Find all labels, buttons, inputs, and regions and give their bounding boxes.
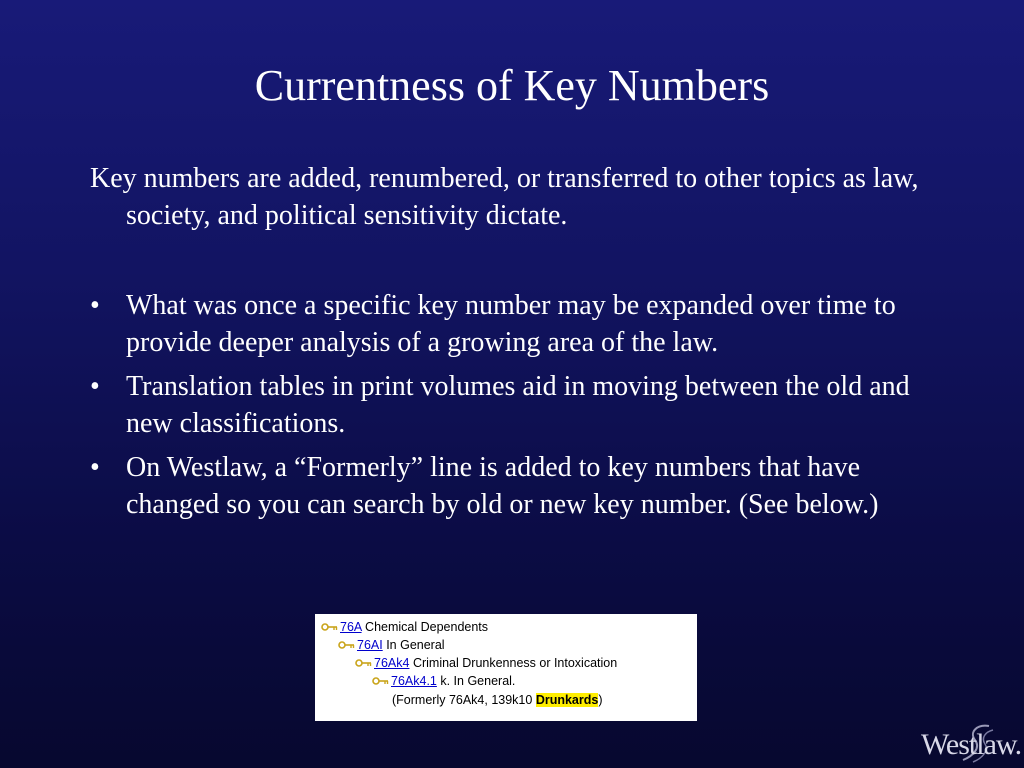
bullet-list — [90, 287, 950, 530]
bullet-text: What was once a specific key number may be expanded over time to provide deeper analysis of a growing area of the law. — [126, 290, 896, 358]
bullet-marker: • — [90, 452, 100, 483]
bullet-marker: • — [90, 371, 100, 402]
key-number-label: In General — [386, 638, 445, 652]
bullet-text: Translation tables in print volumes aid in moving between the old and new classifications. — [126, 371, 910, 439]
key-row — [338, 637, 445, 654]
key-number-label: Criminal Drunkenness or Intoxication — [412, 656, 618, 670]
intro-paragraph: Key numbers are added, renumbered, or transferred to other topics as law, society, and political sensitivity dictate. — [90, 163, 919, 231]
bullet-text: On Westlaw, a “Formerly” line is added to key numbers that have changed so you can search by old or new key number. (See below.) — [126, 452, 879, 520]
bullet-item — [90, 287, 950, 361]
formerly-line — [392, 692, 603, 709]
key-icon — [355, 659, 372, 667]
key-row — [372, 673, 515, 690]
bullet-marker: • — [90, 290, 100, 321]
key-number-screenshot — [315, 614, 697, 721]
key-row — [321, 619, 488, 636]
key-icon — [321, 623, 338, 631]
key-row — [355, 655, 617, 672]
bullet-item — [90, 449, 950, 523]
key-icon — [338, 641, 355, 649]
bullet-item — [90, 368, 950, 442]
key-number-link[interactable]: 76Ak4.1 — [391, 674, 437, 688]
key-number-label: Chemical Dependents — [365, 620, 489, 634]
westlaw-logo-text: Westlaw. — [921, 728, 1022, 761]
key-number-link[interactable]: 76Ak4 — [374, 656, 410, 670]
formerly-text: (Formerly 76Ak4, 139k10 — [392, 693, 536, 707]
formerly-close: ) — [598, 693, 603, 707]
westlaw-logo — [921, 722, 1024, 768]
key-icon — [372, 677, 389, 685]
highlighted-search-term: Drunkards — [535, 693, 599, 707]
key-number-link[interactable]: 76AI — [357, 638, 383, 652]
key-number-label: k. In General. — [440, 674, 516, 688]
key-number-link[interactable]: 76A — [340, 620, 362, 634]
slide-title: Currentness of Key Numbers — [254, 61, 770, 110]
